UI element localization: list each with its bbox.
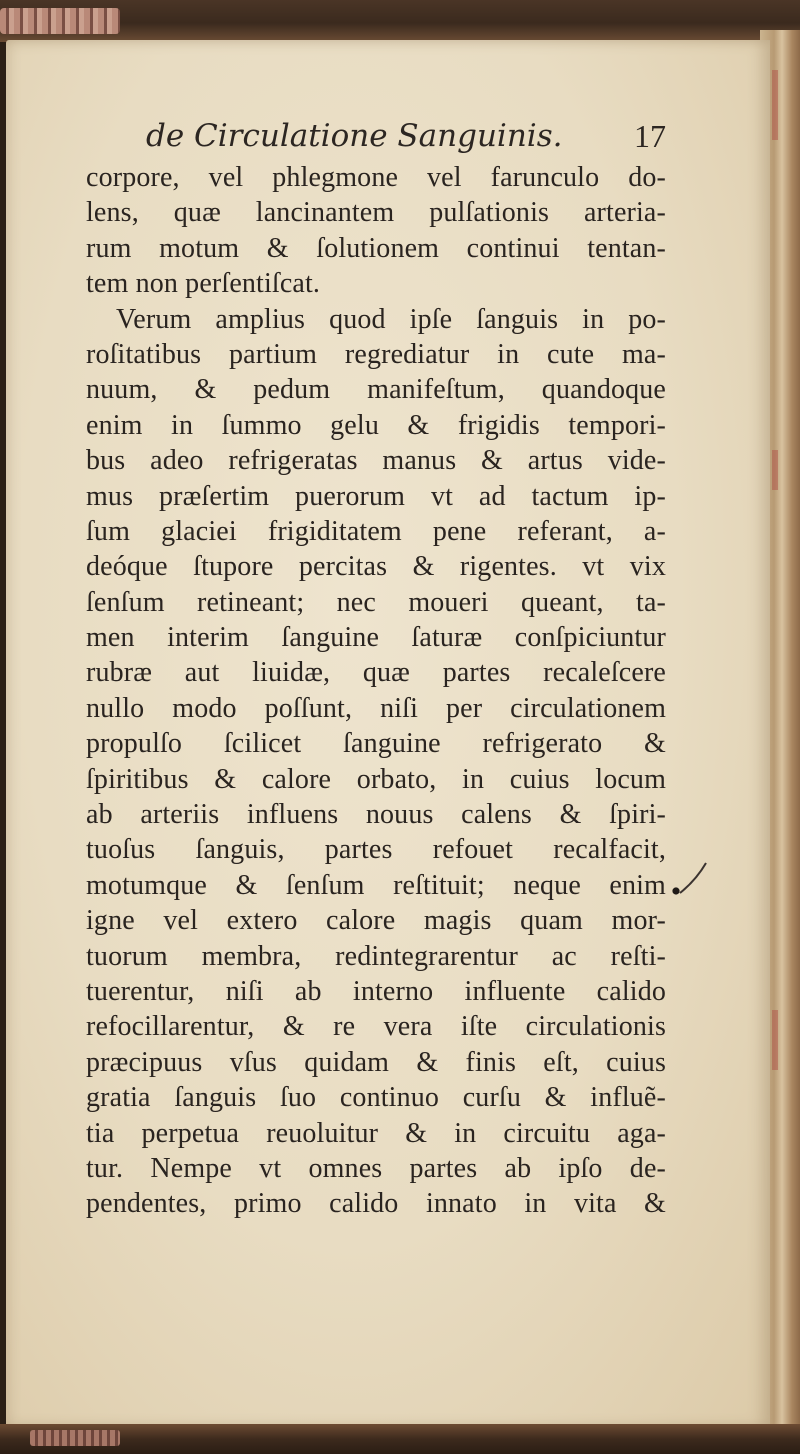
text-line: gratia ſanguis ſuo continuo curſu & influẽ-: [86, 1082, 666, 1114]
text-line: enim in ſummo gelu & frigidis tempori-: [86, 409, 666, 441]
text-line: nullo modo poſſunt, niſi per circulationem: [86, 692, 666, 724]
headband-cord: [0, 8, 120, 34]
top-binding: [0, 0, 800, 42]
fore-edge-stain: [772, 70, 778, 140]
text-line: rum motum & ſolutionem continui tentan-: [86, 232, 666, 264]
text-line: corpore, vel phlegmone vel farunculo do-: [86, 162, 666, 193]
text-line: ſenſum retineant; nec moueri queant, ta-: [86, 586, 666, 618]
text-line: ſpiritibus & calore orbato, in cuius locum: [86, 763, 666, 795]
text-line: propulſo ſcilicet ſanguine refrigerato &: [86, 728, 666, 760]
text-line: tuorum membra, redintegrarentur ac reſti-: [86, 940, 666, 972]
text-line: tem non perſentiſcat.: [86, 268, 321, 300]
text-line: Verum amplius quod ipſe ſanguis in po-: [116, 303, 666, 335]
ink-stroke: [680, 863, 706, 893]
text-line: præcipuus vſus quidam & finis eſt, cuius: [86, 1046, 666, 1078]
body-text: [86, 160, 666, 1222]
tailband-cord: [30, 1430, 120, 1446]
text-line: tuoſus ſanguis, partes refouet recalfacit,: [86, 834, 666, 866]
bottom-binding: [0, 1424, 800, 1454]
text-line: nuum, & pedum manifeſtum, quandoque: [86, 374, 666, 406]
page-number: 17: [634, 118, 666, 154]
text-line: men interim ſanguine ſaturæ conſpiciuntur: [86, 622, 666, 654]
fore-edge-stain: [772, 450, 778, 490]
text-line: bus adeo refrigeratas manus & artus vide-: [86, 445, 666, 477]
text-line: tia perpetua reuoluitur & in circuitu aga-: [86, 1117, 666, 1149]
page-header: [146, 114, 666, 162]
text-line: igne vel extero calore magis quam mor-: [86, 905, 666, 937]
text-line: ſum glaciei frigiditatem pene referant, a-: [86, 515, 666, 547]
text-line: deóque ſtupore percitas & rigentes. vt vix: [86, 551, 666, 583]
book-page: [6, 40, 770, 1428]
text-line: pendentes, primo calido innato in vita &: [86, 1188, 666, 1220]
text-line: rubræ aut liuidæ, quæ partes recaleſcere: [86, 657, 666, 689]
running-title: de Circulatione Sanguinis.: [146, 118, 563, 154]
text-line: refocillarentur, & re vera iſte circulationis: [86, 1011, 666, 1043]
fore-edge-stain: [772, 1010, 778, 1070]
text-line: lens, quæ lancinantem pulſationis arteria-: [86, 197, 666, 229]
text-line: tuerentur, niſi ab interno influente calido: [86, 975, 666, 1007]
text-line: motumque & ſenſum reſtituit; neque enim: [86, 869, 666, 901]
text-line: mus præſertim puerorum vt ad tactum ip-: [86, 480, 666, 512]
ink-dot: [672, 887, 679, 894]
text-line: tur. Nempe vt omnes partes ab ipſo de-: [86, 1152, 666, 1184]
text-line: roſitatibus partium regrediatur in cute ma-: [86, 338, 666, 370]
margin-check-mark: [666, 855, 714, 905]
text-line: ab arteriis influens nouus calens & ſpiri-: [86, 799, 666, 831]
